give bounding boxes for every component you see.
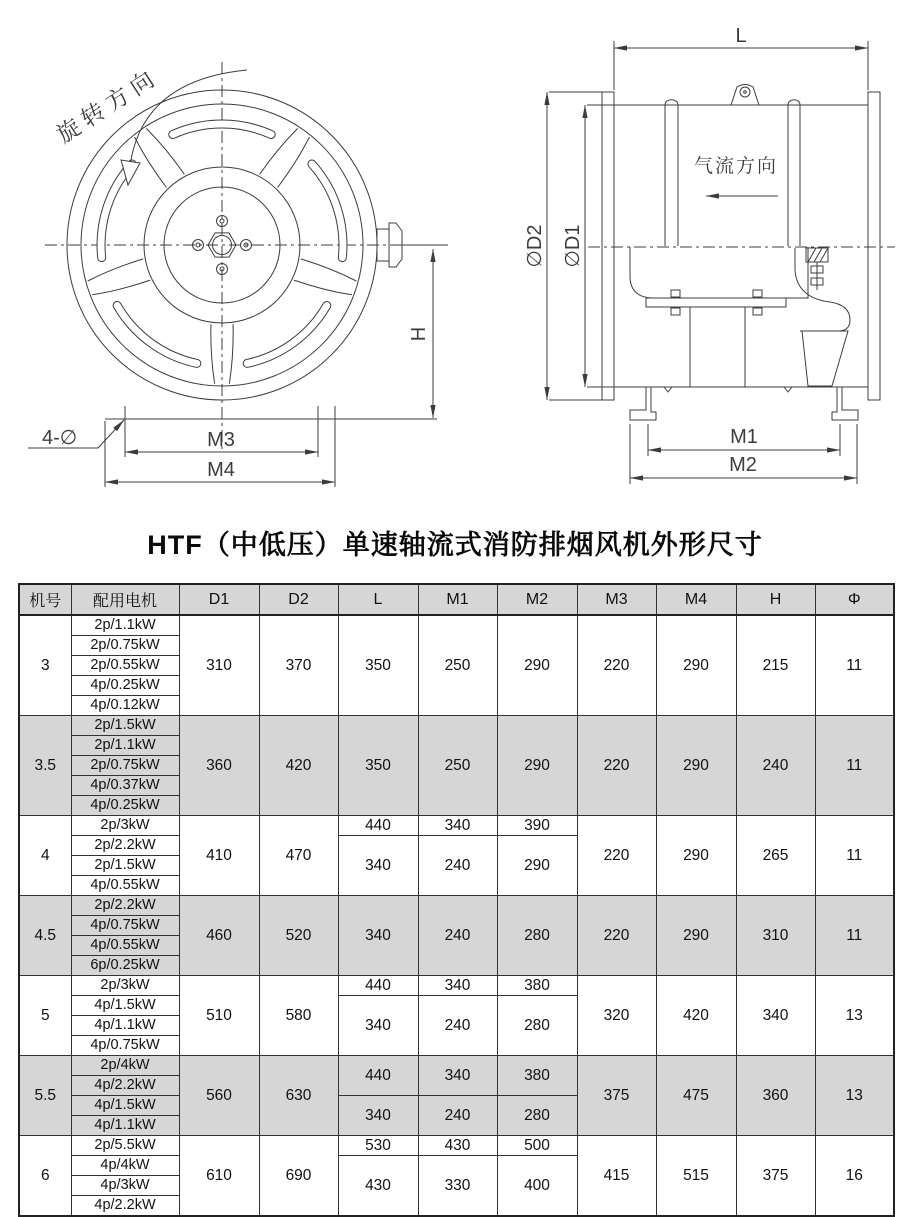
m3-dimension-label: M3 (207, 429, 235, 451)
table-row (19, 615, 894, 636)
dim-cell: 240 (418, 996, 497, 1056)
motor-cell: 2p/1.1kW (71, 615, 179, 636)
model-cell: 4.5 (19, 896, 71, 976)
dim-cell: 460 (179, 896, 259, 976)
holes-callout-label: 4-∅ (42, 427, 78, 449)
fan-blade-slot (117, 306, 197, 364)
fan-body (614, 105, 868, 387)
dim-cell: 11 (815, 896, 894, 976)
table-row (19, 716, 894, 736)
fan-blade-slot (247, 306, 327, 364)
model-cell: 4 (19, 816, 71, 896)
motor-cell: 4p/0.75kW (71, 916, 179, 936)
motor-cell: 4p/0.75kW (71, 1036, 179, 1056)
dim-cell: 350 (338, 615, 418, 716)
dim-cell: 390 (497, 816, 577, 836)
motor-cell: 2p/0.75kW (71, 636, 179, 656)
l-dimension-label: L (735, 25, 747, 47)
mount-bolts (671, 290, 762, 315)
fan-blade-edge (301, 259, 357, 281)
dim-cell: 690 (259, 1136, 338, 1217)
model-cell: 3.5 (19, 716, 71, 816)
dim-cell: 240 (418, 896, 497, 976)
dim-cell: 215 (736, 615, 815, 716)
dim-cell: 500 (497, 1136, 577, 1156)
motor-cell: 2p/1.5kW (71, 856, 179, 876)
dim-cell: 370 (259, 615, 338, 716)
dim-cell: 530 (338, 1136, 418, 1156)
technical-drawings (0, 0, 910, 520)
dim-cell: 13 (815, 976, 894, 1056)
motor-cell: 4p/3kW (71, 1176, 179, 1196)
dim-cell: 375 (736, 1136, 815, 1217)
dim-cell: 265 (736, 816, 815, 896)
motor-cell: 4p/2.2kW (71, 1076, 179, 1096)
dim-cell: 11 (815, 615, 894, 716)
d1-dimension-label: ∅D1 (562, 224, 584, 268)
dim-cell: 310 (736, 896, 815, 976)
right-foot (832, 387, 858, 420)
column-header: 机号 (19, 584, 71, 615)
dim-cell: 340 (338, 1096, 418, 1136)
motor-cell: 2p/2.2kW (71, 896, 179, 916)
motor-cell: 4p/0.12kW (71, 696, 179, 716)
d2-dimension-label: ∅D2 (524, 224, 546, 268)
dim-cell: 580 (259, 976, 338, 1056)
dim-cell: 320 (577, 976, 656, 1056)
column-header: M2 (497, 584, 577, 615)
dim-cell: 420 (656, 976, 736, 1056)
column-header: D2 (259, 584, 338, 615)
motor-cell: 4p/1.5kW (71, 1096, 179, 1116)
dim-cell: 340 (418, 1056, 497, 1096)
motor-housing (630, 247, 808, 298)
dim-cell: 340 (736, 976, 815, 1056)
table-row (19, 816, 894, 836)
break-notch (784, 387, 792, 392)
dim-cell: 515 (656, 1136, 736, 1217)
dim-cell: 16 (815, 1136, 894, 1217)
column-header: L (338, 584, 418, 615)
fan-blade-edge (211, 324, 215, 384)
dim-cell: 280 (497, 1096, 577, 1136)
lifting-lug-hole (740, 87, 750, 97)
dim-cell: 240 (736, 716, 815, 816)
left-flange (602, 92, 614, 400)
holes-callout-leader (98, 420, 124, 448)
dim-cell: 11 (815, 716, 894, 816)
table-row (19, 976, 894, 996)
table-row (19, 896, 894, 916)
fan-blade-edge (294, 280, 352, 295)
dim-cell: 510 (179, 976, 259, 1056)
dim-cell: 520 (259, 896, 338, 976)
dim-cell: 630 (259, 1056, 338, 1136)
motor-cell: 4p/1.5kW (71, 996, 179, 1016)
dim-cell: 280 (497, 996, 577, 1056)
dim-cell: 240 (418, 836, 497, 896)
dim-cell: 360 (179, 716, 259, 816)
column-header: M1 (418, 584, 497, 615)
m1-dimension-label: M1 (730, 426, 758, 448)
dim-cell: 340 (418, 816, 497, 836)
dim-cell: 250 (418, 716, 497, 816)
motor-bracket (795, 248, 850, 386)
motor-cell: 2p/1.1kW (71, 736, 179, 756)
column-header: H (736, 584, 815, 615)
dim-cell: 290 (497, 716, 577, 816)
left-foot (630, 387, 656, 420)
dim-cell: 430 (338, 1156, 418, 1217)
model-cell: 3 (19, 615, 71, 716)
dim-cell: 290 (656, 816, 736, 896)
motor-cell: 4p/4kW (71, 1156, 179, 1176)
fan-blade-slot (247, 306, 327, 364)
model-cell: 6 (19, 1136, 71, 1217)
dim-cell: 360 (736, 1056, 815, 1136)
fan-blade-edge (92, 280, 150, 295)
dim-cell: 340 (338, 896, 418, 976)
side-view-drawing (524, 25, 895, 484)
fan-blade-edge (88, 259, 144, 281)
fan-blade-slot (117, 306, 197, 364)
motor-cell: 4p/0.37kW (71, 776, 179, 796)
dim-cell: 220 (577, 716, 656, 816)
dim-cell: 350 (338, 716, 418, 816)
column-header: M4 (656, 584, 736, 615)
dim-cell: 290 (656, 896, 736, 976)
dim-cell: 375 (577, 1056, 656, 1136)
dim-cell: 290 (656, 716, 736, 816)
dim-cell: 440 (338, 816, 418, 836)
dim-cell: 380 (497, 1056, 577, 1096)
motor-cell: 2p/4kW (71, 1056, 179, 1076)
fan-blade-edge (229, 324, 233, 384)
table-row (19, 1056, 894, 1076)
lifting-lug (731, 85, 759, 106)
dim-cell: 340 (338, 836, 418, 896)
cone-support (802, 331, 848, 386)
dim-cell: 13 (815, 1056, 894, 1136)
column-header: D1 (179, 584, 259, 615)
motor-cell: 4p/1.1kW (71, 1016, 179, 1036)
header-row (19, 584, 894, 615)
motor-cell: 6p/0.25kW (71, 956, 179, 976)
dim-cell: 340 (338, 996, 418, 1056)
page-title: HTF（中低压）单速轴流式消防排烟风机外形尺寸 (147, 530, 763, 560)
dim-cell: 290 (497, 615, 577, 716)
h-dimension-label: H (408, 326, 430, 342)
dim-cell: 470 (259, 816, 338, 896)
motor-cell: 4p/0.55kW (71, 876, 179, 896)
motor-cell: 4p/2.2kW (71, 1196, 179, 1217)
dim-cell: 415 (577, 1136, 656, 1217)
model-cell: 5 (19, 976, 71, 1056)
motor-cell: 4p/0.25kW (71, 796, 179, 816)
motor-mount-plate (646, 298, 786, 307)
front-view-drawing (28, 62, 448, 487)
dim-cell: 330 (418, 1156, 497, 1217)
motor-cell: 2p/0.55kW (71, 656, 179, 676)
column-header: Φ (815, 584, 894, 615)
dimensions-table-wrap (18, 583, 893, 1217)
table-row (19, 1136, 894, 1156)
dim-cell: 290 (656, 615, 736, 716)
motor-cell: 4p/0.25kW (71, 676, 179, 696)
dim-cell: 610 (179, 1136, 259, 1217)
dim-cell: 400 (497, 1156, 577, 1217)
model-cell: 5.5 (19, 1056, 71, 1136)
dim-cell: 220 (577, 896, 656, 976)
dim-cell: 440 (338, 976, 418, 996)
motor-cell: 2p/1.5kW (71, 716, 179, 736)
dim-cell: 560 (179, 1056, 259, 1136)
column-header: M3 (577, 584, 656, 615)
dim-cell: 250 (418, 615, 497, 716)
airflow-direction-label: 气流方向 (693, 156, 779, 177)
motor-cell: 2p/0.75kW (71, 756, 179, 776)
dim-cell: 340 (418, 976, 497, 996)
motor-cell: 4p/0.55kW (71, 936, 179, 956)
lifting-lug-center (744, 91, 747, 94)
break-notch (664, 387, 672, 392)
dim-cell: 430 (418, 1136, 497, 1156)
motor-cell: 2p/5.5kW (71, 1136, 179, 1156)
right-flange (868, 92, 880, 400)
motor-cell: 2p/3kW (71, 976, 179, 996)
dim-cell: 380 (497, 976, 577, 996)
dim-cell: 220 (577, 816, 656, 896)
motor-cell: 2p/2.2kW (71, 836, 179, 856)
m4-dimension-label: M4 (207, 459, 235, 481)
dim-cell: 420 (259, 716, 338, 816)
dimensions-table (18, 583, 895, 1217)
column-header: 配用电机 (71, 584, 179, 615)
dim-cell: 475 (656, 1056, 736, 1136)
dim-cell: 220 (577, 615, 656, 716)
dim-cell: 240 (418, 1096, 497, 1136)
motor-cell: 2p/3kW (71, 816, 179, 836)
motor-cell: 4p/1.1kW (71, 1116, 179, 1136)
dim-cell: 290 (497, 836, 577, 896)
dim-cell: 310 (179, 615, 259, 716)
dim-cell: 410 (179, 816, 259, 896)
dim-cell: 440 (338, 1056, 418, 1096)
rotation-direction-label: 旋转方向 (51, 62, 164, 148)
dim-cell: 280 (497, 896, 577, 976)
dim-cell: 11 (815, 816, 894, 896)
m2-dimension-label: M2 (729, 454, 757, 476)
